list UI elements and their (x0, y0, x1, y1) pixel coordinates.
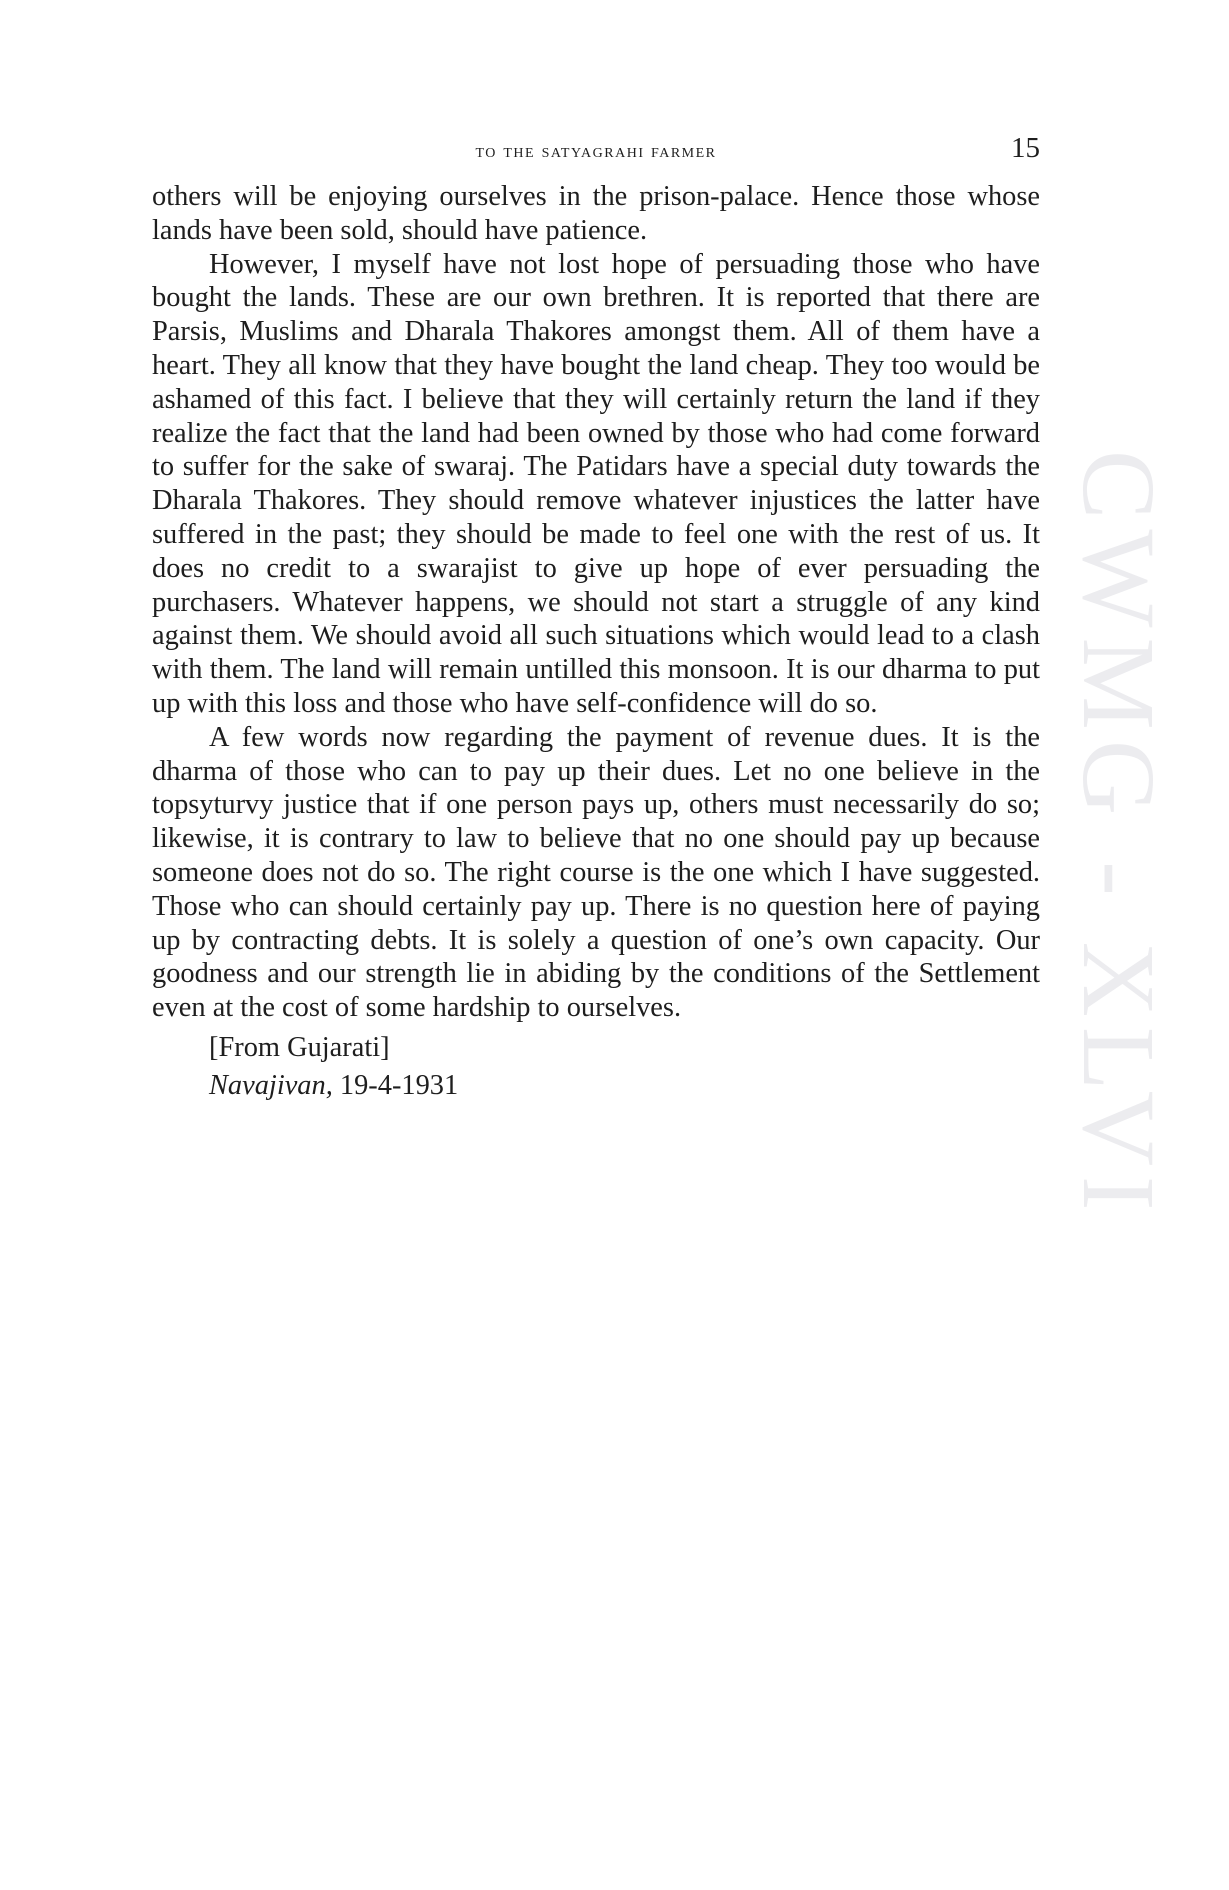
citation-publication: Navajivan, (209, 1069, 333, 1101)
paragraph: A few words now regarding the payment of revenue dues. It is the dharma of those who can to pay up their dues. Let no one believe in the topsyturvy justice that if one person pays up, others must necessarily do so; likewise, it is contrary to law to believe that no one should pay up because someone does not do so. The right course is the one which I have suggested. Those who can should certainly pay up. There is no question here of paying up by contracting debts. It is solely a question of one’s own capacity. Our goodness and our strength lie in abiding by the conditions of the Settlement even at the cost of some hardship to ourselves. (152, 721, 1040, 1024)
citation-date: 19-4-1931 (339, 1069, 459, 1101)
page-number: 15 (1011, 132, 1040, 164)
paragraph-continued: others will be enjoying ourselves in the prison-palace. Hence those whose lands have been sold, should have patience. (152, 181, 1040, 246)
running-title: to the satyagrahi farmer (475, 140, 717, 162)
watermark: CWMG - XLVI (1061, 450, 1176, 1221)
citation (152, 1069, 1040, 1103)
running-header (152, 132, 1040, 172)
body-text (152, 180, 1040, 1103)
source-note: [From Gujarati] (209, 1031, 390, 1063)
paragraph: However, I myself have not lost hope of persuading those who have bought the lands. These are our own brethren. It is reported that there are Parsis, Muslims and Dharala Thakores amongst them. All of them have a heart. They all know that they have bought the land cheap. They too would be ashamed of this fact. I believe that they will certainly return the land if they realize the fact that the land had been owned by those who had come forward to suffer for the sake of swaraj. The Patidars have a special duty towards the Dharala Thakores. They should remove whatever injustices the latter have suffered in the past; they should be made to feel one with the rest of us. It does no credit to a swarajist to give up hope of ever persuading the purchasers. Whatever happens, we should not start a struggle of any kind against them. We should avoid all such situations which would lead to a clash with them. The land will remain untilled this monsoon. It is our dharma to put up with this loss and those who have self-confidence will do so. (152, 248, 1040, 719)
